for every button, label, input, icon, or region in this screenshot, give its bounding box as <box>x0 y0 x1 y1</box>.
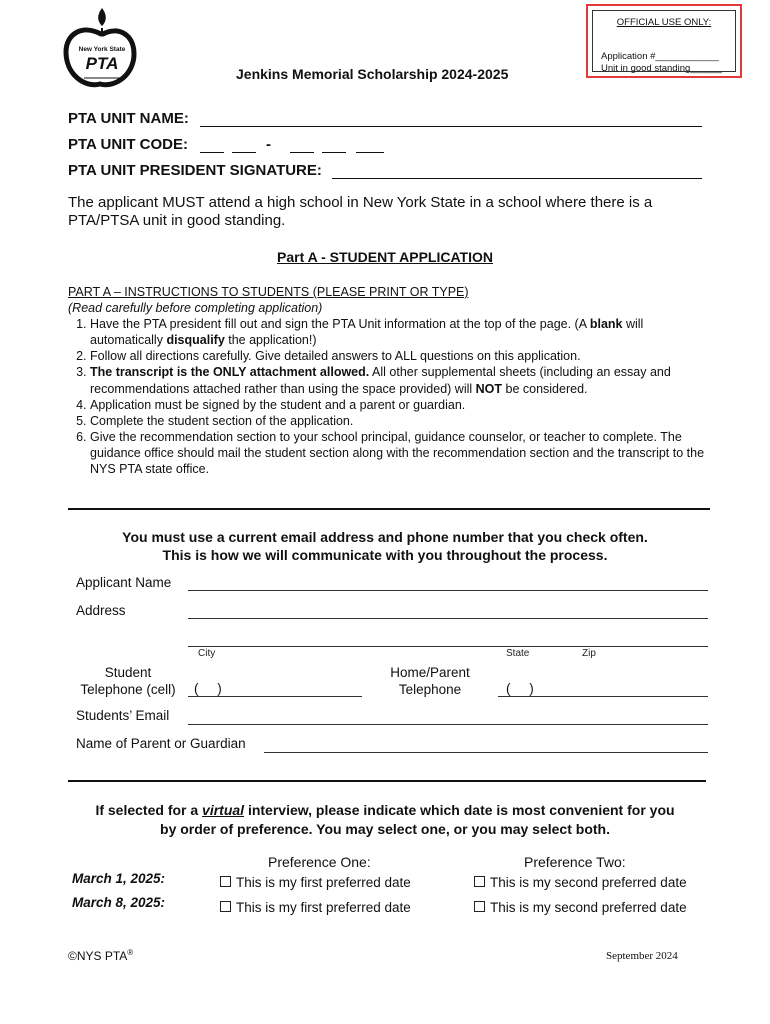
contact-notice-line-2: This is how we will communicate with you throughout the process. <box>162 547 608 563</box>
guardian-name-label: Name of Parent or Guardian <box>76 736 246 751</box>
revision-date: September 2024 <box>606 950 678 962</box>
unit-name-label: PTA UNIT NAME: <box>68 110 189 127</box>
instruction-item: 2. Follow all directions carefully. Give detailed answers to ALL questions on this application. <box>90 348 708 364</box>
president-signature-label: PTA UNIT PRESIDENT SIGNATURE: <box>68 162 322 179</box>
contact-notice <box>0 528 770 564</box>
unit-code-blank-4[interactable] <box>322 152 346 153</box>
date-label-march-8: March 8, 2025: <box>72 895 166 910</box>
instruction-item: 6. Give the recommendation section to your school principal, guidance counselor, or teacher to complete. The guidance office should mail the student section along with the recommendation section and the transcript to the NYS PTA state office. <box>90 429 708 477</box>
checkbox-icon[interactable] <box>220 876 231 887</box>
virtual-interview-line-2: by order of preference. You may select one, or you may select both. <box>160 821 610 837</box>
contact-notice-line-1: You must use a current email address and phone number that you check often. <box>122 529 648 545</box>
part-a-title: Part A - STUDENT APPLICATION <box>277 249 493 265</box>
official-use-box <box>586 4 742 78</box>
march-8-first-preference[interactable]: This is my first preferred date <box>220 900 411 915</box>
section-divider <box>68 508 710 510</box>
virtual-interview-line-1: If selected for a virtual interview, please indicate which date is most convenient for you <box>95 802 675 818</box>
instructions-heading: PART A – INSTRUCTIONS TO STUDENTS (PLEASE PRINT OR TYPE) <box>68 285 469 299</box>
logo-line-1: New York State <box>78 46 126 53</box>
address-field-line-2[interactable] <box>188 646 708 647</box>
zip-label: Zip <box>582 648 596 659</box>
instruction-item: 1. Have the PTA president fill out and sign the PTA Unit information at the top of the page. (A blank will automatically disqualify the application!) <box>90 316 708 348</box>
unit-code-label: PTA UNIT CODE: <box>68 136 188 153</box>
document-title: Jenkins Memorial Scholarship 2024-2025 <box>236 66 509 82</box>
address-field-line-1[interactable] <box>188 618 708 619</box>
unit-code-blank-3[interactable] <box>290 152 314 153</box>
unit-name-line[interactable] <box>200 126 702 127</box>
application-number-line: Application #____________ <box>601 51 719 62</box>
logo-line-2: PTA <box>85 54 119 73</box>
applicant-name-field[interactable] <box>188 590 708 591</box>
instruction-item: 4. Application must be signed by the student and a parent or guardian. <box>90 397 708 413</box>
student-phone-area-code: ( ) <box>194 681 222 696</box>
march-1-second-preference[interactable]: This is my second preferred date <box>474 875 687 890</box>
march-1-first-preference[interactable]: This is my first preferred date <box>220 875 411 890</box>
unit-code-blank-2[interactable] <box>232 152 256 153</box>
home-phone-area-code: ( ) <box>506 681 534 696</box>
unit-code-dash: - <box>266 136 271 153</box>
official-use-title: OFFICIAL USE ONLY: <box>616 17 712 28</box>
state-label: State <box>506 648 530 659</box>
city-label: City <box>198 648 216 659</box>
president-signature-line[interactable] <box>332 178 702 179</box>
nys-pta-logo <box>62 4 140 90</box>
applicant-name-label: Applicant Name <box>76 575 172 590</box>
date-label-march-1: March 1, 2025: <box>72 871 166 886</box>
instruction-item: 5. Complete the student section of the application. <box>90 413 708 429</box>
student-phone-label: Student Telephone (cell) <box>80 665 176 697</box>
home-phone-label: Home/Parent Telephone <box>390 665 470 697</box>
march-8-second-preference[interactable]: This is my second preferred date <box>474 900 687 915</box>
instructions-list <box>68 316 708 477</box>
student-phone-field[interactable] <box>188 696 362 697</box>
preference-two-header: Preference Two: <box>524 854 626 870</box>
unit-code-blank-1[interactable] <box>200 152 224 153</box>
unit-standing-line: Unit in good standing______ <box>601 63 722 74</box>
unit-code-blank-5[interactable] <box>356 152 384 153</box>
address-label: Address <box>76 603 126 618</box>
eligibility-statement: The applicant MUST attend a high school in New York State in a school where there is a PTA/PTSA unit in good standing. <box>68 194 653 229</box>
official-use-inner <box>592 10 736 72</box>
instructions-subheading: (Read carefully before completing application) <box>68 301 323 316</box>
preference-one-header: Preference One: <box>268 854 371 870</box>
instructions-block <box>68 284 708 477</box>
virtual-interview-notice <box>0 801 770 839</box>
guardian-name-field[interactable] <box>264 752 708 753</box>
home-phone-field[interactable] <box>498 696 708 697</box>
checkbox-icon[interactable] <box>474 901 485 912</box>
section-divider-2 <box>68 780 706 782</box>
instruction-item: 3. The transcript is the ONLY attachment allowed. All other supplemental sheets (including an essay and recommendations attached rather than using the space provided) will NOT be considered. <box>90 364 708 396</box>
checkbox-icon[interactable] <box>220 901 231 912</box>
checkbox-icon[interactable] <box>474 876 485 887</box>
copyright-footer: ©NYS PTA® <box>68 948 134 963</box>
email-label: Students’ Email <box>76 708 170 723</box>
email-field[interactable] <box>188 724 708 725</box>
